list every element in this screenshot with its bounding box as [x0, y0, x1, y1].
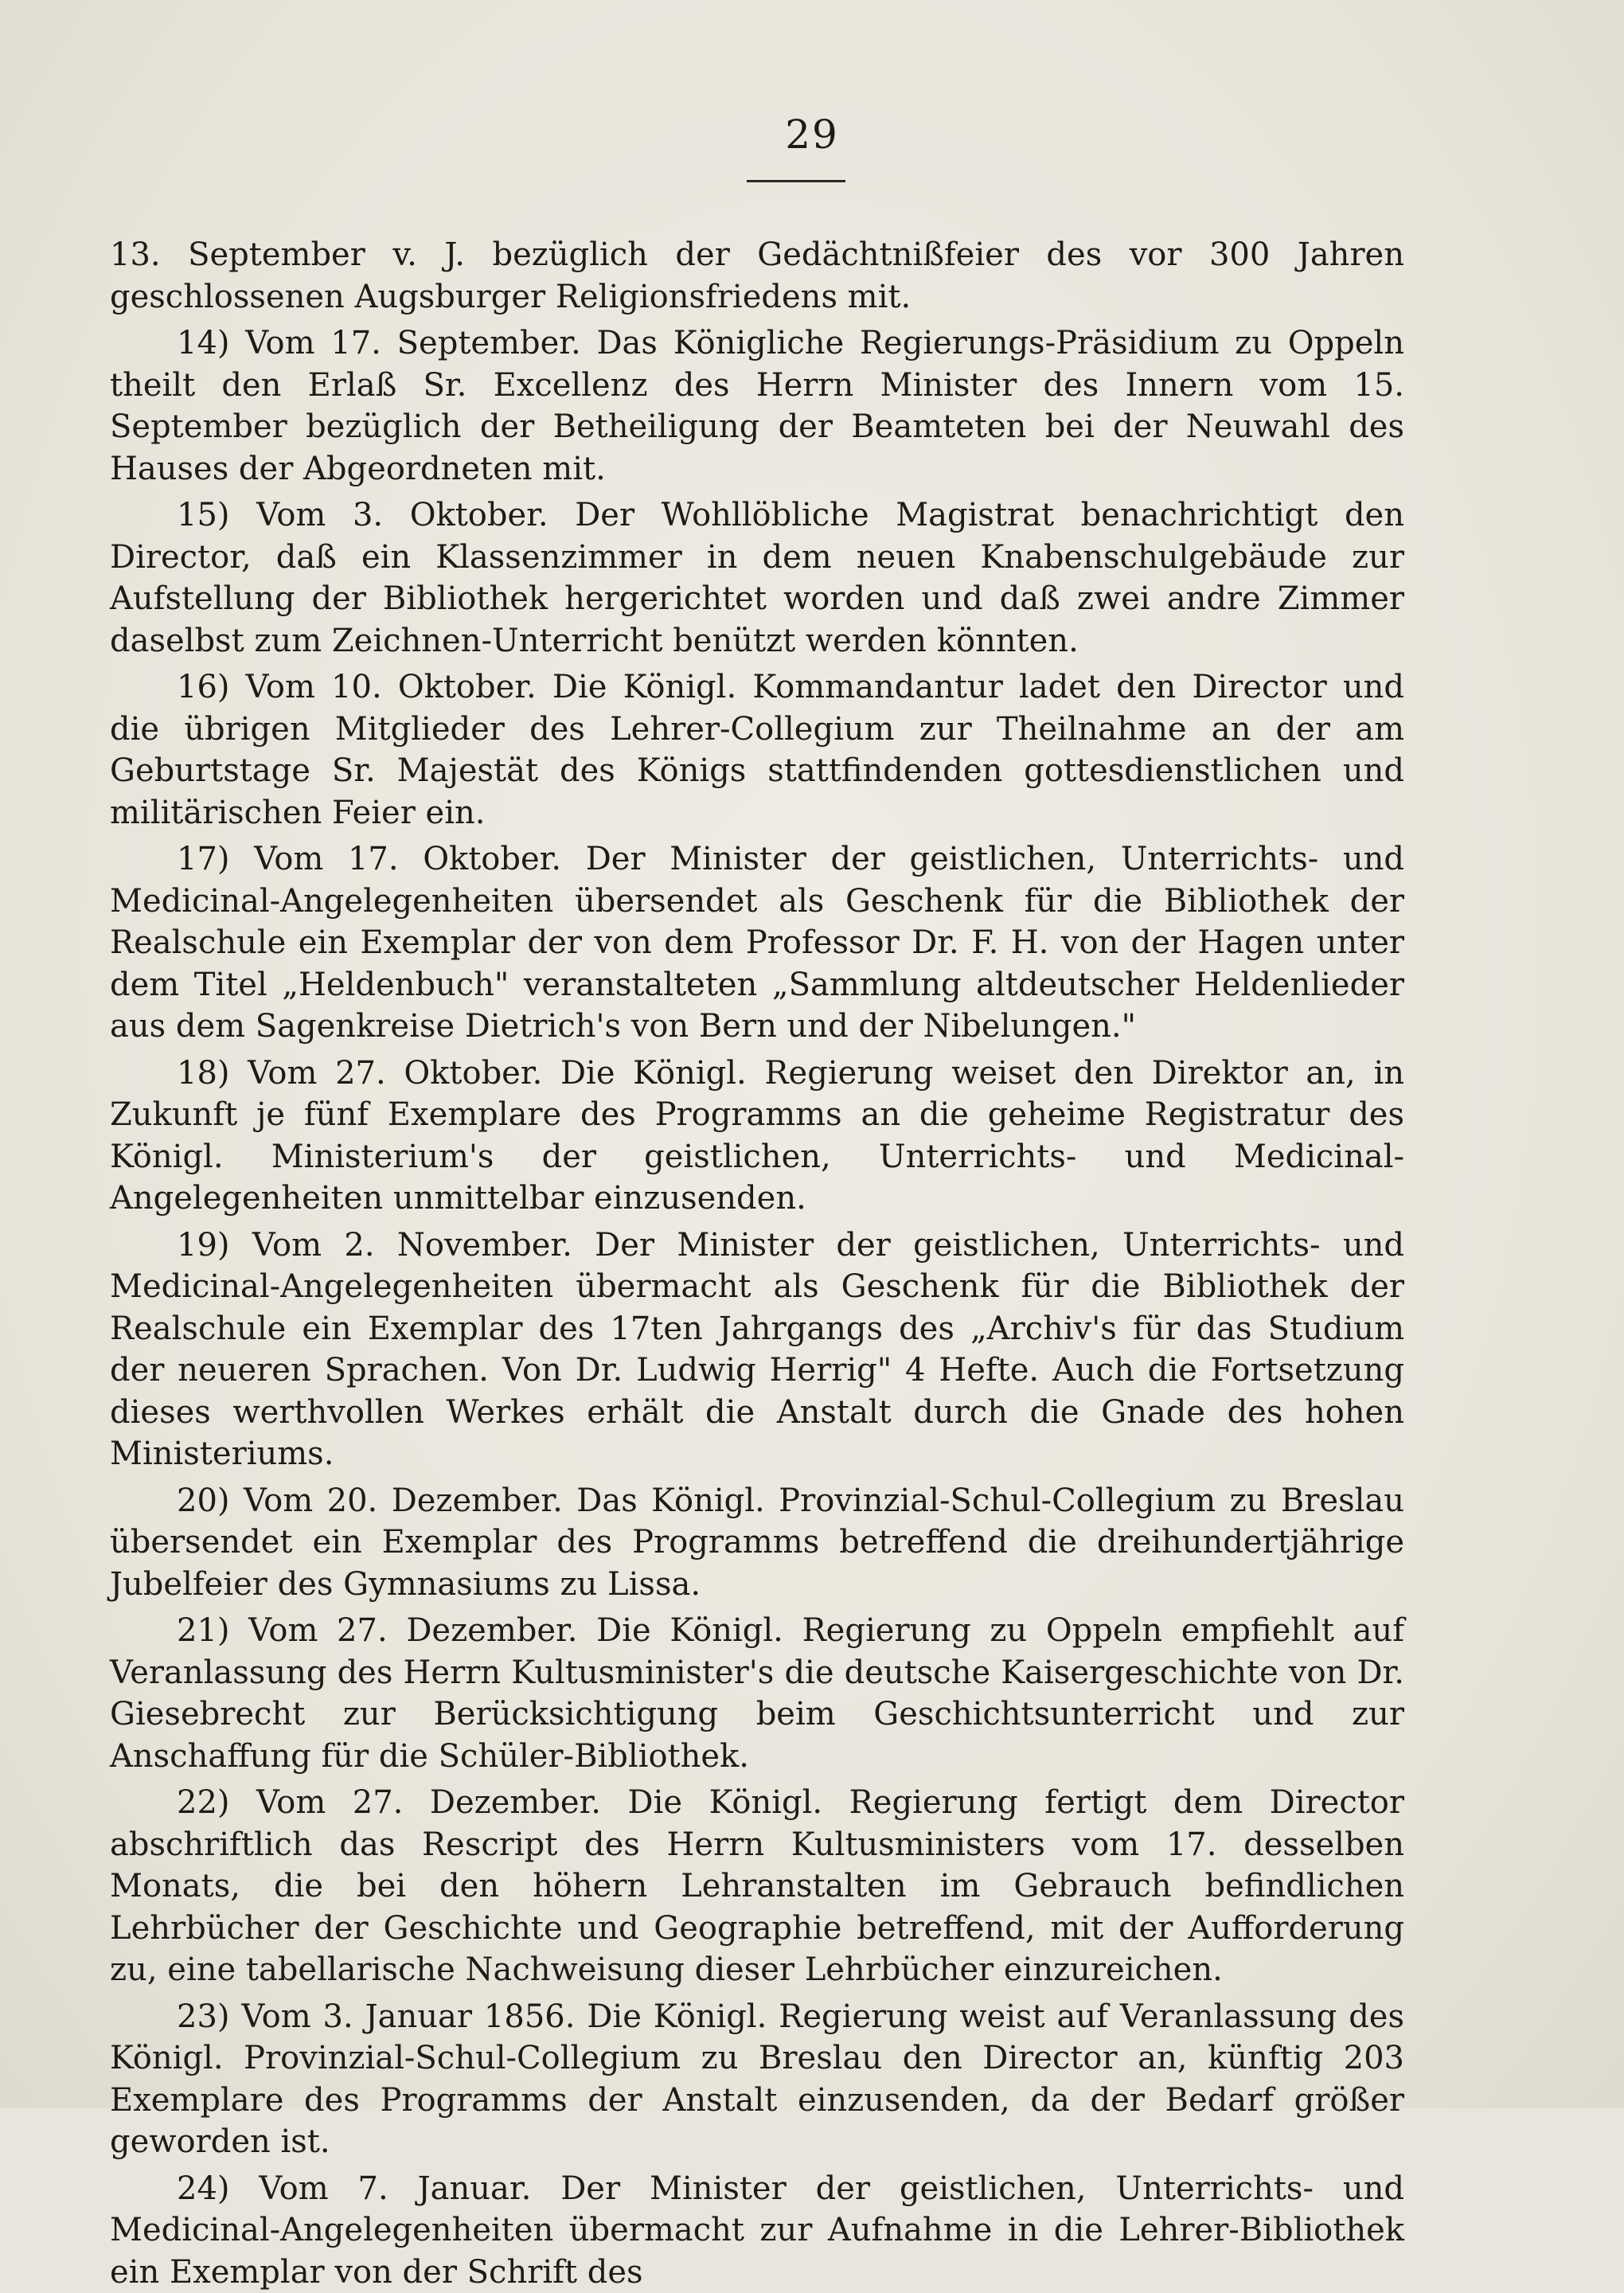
body-text: [110, 234, 1404, 2293]
paragraph-item-15: 15) Vom 3. Oktober. Der Wohllöbliche Magistrat benachrichtigt den Director, daß ein Klassenzimmer in dem neuen Knabenschulgebäude zur Aufstellung der Bibliothek hergerichtet worden und daß zwei andre Zimmer daselbst zum Zeichnen-Unterricht benützt werden könnten.: [110, 494, 1404, 662]
paragraph-item-22: 22) Vom 27. Dezember. Die Königl. Regierung fertigt dem Director abschriftlich das Rescript des Herrn Kultusministers vom 17. desselben Monats, die bei den höhern Lehranstalten im Gebrauch befindlichen Lehrbücher der Geschichte und Geographie betreffend, mit der Aufforderung zu, eine tabellarische Nachweisung dieser Lehrbücher einzureichen.: [110, 1782, 1404, 1991]
paragraph-item-20: 20) Vom 20. Dezember. Das Königl. Provinzial-Schul-Collegium zu Breslau übersendet ein Exemplar des Programms betreffend die dreihundertjährige Jubelfeier des Gymnasiums zu Lissa.: [110, 1480, 1404, 1606]
paragraph-item-24: 24) Vom 7. Januar. Der Minister der geistlichen, Unterrichts- und Medicinal-Angelegenheiten übermacht zur Aufnahme in die Lehrer-Bibliothek ein Exemplar von der Schrift des: [110, 2168, 1404, 2293]
paragraph-item-21: 21) Vom 27. Dezember. Die Königl. Regierung zu Oppeln empfiehlt auf Veranlassung des Herrn Kultusminister's die deutsche Kaisergeschichte von Dr. Giesebrecht zur Berücksichtigung beim Geschichtsunterricht und zur Anschaffung für die Schüler-Bibliothek.: [110, 1610, 1404, 1777]
paragraph-item-19: 19) Vom 2. November. Der Minister der geistlichen, Unterrichts- und Medicinal-Angelegenheiten übermacht als Geschenk für die Bibliothek der Realschule ein Exemplar des 17ten Jahrgangs des „Archiv's für das Studium der neueren Sprachen. Von Dr. Ludwig Herrig" 4 Hefte. Auch die Fortsetzung dieses werthvollen Werkes erhält die Anstalt durch die Gnade des hohen Ministeriums.: [110, 1225, 1404, 1475]
header-rule: [747, 180, 845, 182]
paragraph-item-14: 14) Vom 17. September. Das Königliche Regierungs-Präsidium zu Oppeln theilt den Erlaß Sr. Excellenz des Herrn Minister des Innern vom 15. September bezüglich der Betheiligung der Beamteten bei der Neuwahl des Hauses der Abgeordneten mit.: [110, 322, 1404, 490]
page-number: 29: [0, 111, 1624, 158]
paragraph-item-17: 17) Vom 17. Oktober. Der Minister der geistlichen, Unterrichts- und Medicinal-Angelegenheiten übersendet als Geschenk für die Bibliothek der Realschule ein Exemplar der von dem Professor Dr. F. H. von der Hagen unter dem Titel „Heldenbuch" veranstalteten „Sammlung altdeutscher Heldenlieder aus dem Sagenkreise Dietrich's von Bern und der Nibelungen.": [110, 838, 1404, 1048]
paragraph-item-18: 18) Vom 27. Oktober. Die Königl. Regierung weiset den Direktor an, in Zukunft je fünf Exemplare des Programms an die geheime Registratur des Königl. Ministerium's der geistlichen, Unterrichts- und Medicinal-Angelegenheiten unmittelbar einzusenden.: [110, 1053, 1404, 1220]
paragraph-item-16: 16) Vom 10. Oktober. Die Königl. Kommandantur ladet den Director und die übrigen Mitglieder des Lehrer-Collegium zur Theilnahme an der am Geburtstage Sr. Majestät des Königs stattfindenden gottesdienstlichen und militärischen Feier ein.: [110, 666, 1404, 834]
paragraph-continuation: 13. September v. J. bezüglich der Gedächtnißfeier des vor 300 Jahren geschlossenen Augsburger Religionsfriedens mit.: [110, 234, 1404, 318]
paragraph-item-23: 23) Vom 3. Januar 1856. Die Königl. Regierung weist auf Veranlassung des Königl. Provinzial-Schul-Collegium zu Breslau den Director an, künftig 203 Exemplare des Programms der Anstalt einzusenden, da der Bedarf größer geworden ist.: [110, 1996, 1404, 2163]
